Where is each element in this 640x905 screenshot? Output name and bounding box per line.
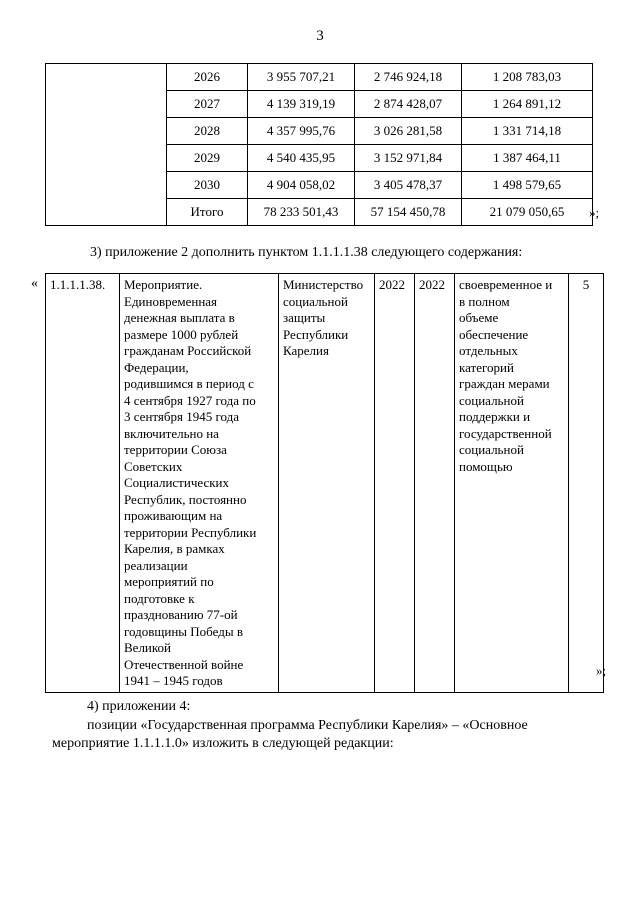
merged-cell	[46, 64, 167, 226]
end-year-cell: 2022	[415, 274, 455, 693]
result-cell: своевременное и в полном объеме обеспечение отдельных категорий граждан мерами социальной поддержки и государственной социальной помощью	[455, 274, 569, 693]
total-label-cell: Итого	[167, 199, 248, 226]
paragraph-3: 3) приложение 2 дополнить пунктом 1.1.1.1.38 следующего содержания:	[90, 245, 523, 260]
paragraph-4: 4) приложении 4:	[87, 699, 191, 714]
year-cell: 2026	[167, 64, 248, 91]
year-cell: 2029	[167, 145, 248, 172]
page-number: 3	[316, 28, 324, 44]
description-cell: Мероприятие. Единовременная денежная выплата в размере 1000 рублей гражданам Российской Федерации, родившимся в период с 4 сентября 1927 года по 3 сентября 1945 года включительно на территории Союза Советских Социалистических Республик, постоянно проживающим на территории Республики Карелия, в рамках реализации мероприятий по подготовке к празднованию 77-ой годовщины Победы в Великой Отечественной войне 1941 – 1945 годов	[120, 274, 279, 693]
value-cell: 4 904 058,02	[248, 172, 355, 199]
value-cell: 2 746 924,18	[355, 64, 462, 91]
measure-table	[45, 273, 607, 693]
value-cell: 3 026 281,58	[355, 118, 462, 145]
value-cell: 57 154 450,78	[355, 199, 462, 226]
value-cell: 3 955 707,21	[248, 64, 355, 91]
value-cell: 21 079 050,65	[462, 199, 593, 226]
value-cell: 1 264 891,12	[462, 91, 593, 118]
paragraph-5: позиции «Государственная программа Республики Карелия» – «Основное	[87, 718, 528, 733]
table-row	[46, 64, 593, 91]
value-cell: 4 139 319,19	[248, 91, 355, 118]
table-row	[46, 274, 604, 693]
closing-quote: »;	[589, 205, 600, 220]
year-cell: 2028	[167, 118, 248, 145]
value-cell: 1 387 464,11	[462, 145, 593, 172]
value-cell: 3 152 971,84	[355, 145, 462, 172]
funding-table	[45, 63, 593, 226]
year-cell: 2027	[167, 91, 248, 118]
value-cell: 4 540 435,95	[248, 145, 355, 172]
executor-cell: Министерство социальной защиты Республики Карелия	[279, 274, 375, 693]
year-cell: 2030	[167, 172, 248, 199]
paragraph-6: мероприятие 1.1.1.1.0» изложить в следующей редакции:	[52, 736, 394, 751]
indicator-cell: 5	[569, 274, 604, 693]
value-cell: 3 405 478,37	[355, 172, 462, 199]
value-cell: 1 331 714,18	[462, 118, 593, 145]
closing-quote: »;	[596, 663, 607, 678]
value-cell: 2 874 428,07	[355, 91, 462, 118]
value-cell: 1 208 783,03	[462, 64, 593, 91]
value-cell: 1 498 579,65	[462, 172, 593, 199]
value-cell: 4 357 995,76	[248, 118, 355, 145]
value-cell: 78 233 501,43	[248, 199, 355, 226]
code-cell: 1.1.1.1.38.	[46, 274, 120, 693]
opening-quote: «	[31, 276, 38, 291]
start-year-cell: 2022	[375, 274, 415, 693]
